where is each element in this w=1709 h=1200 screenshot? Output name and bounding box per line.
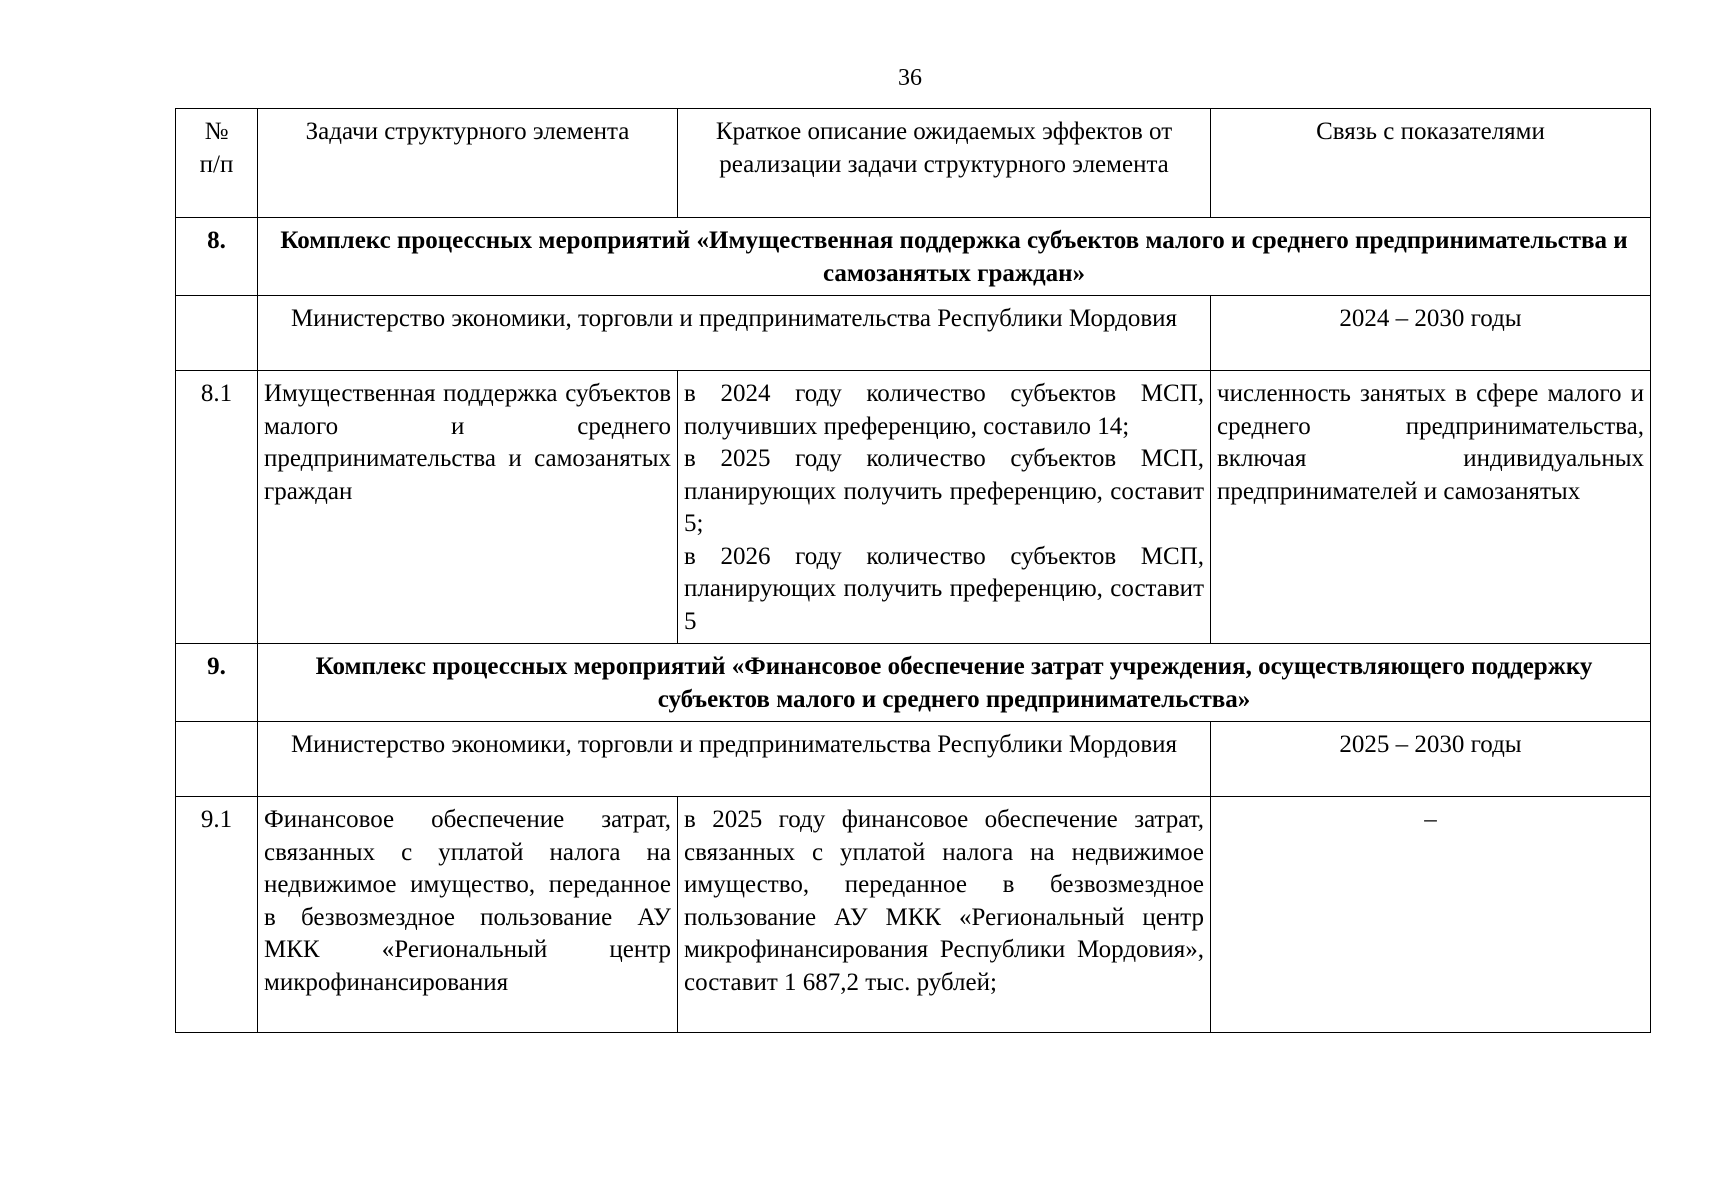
section-row (176, 218, 1651, 296)
effects-cell (678, 371, 1211, 644)
task-cell: Имущественная поддержка субъектов малого и среднего предпринимательства и самозанятых граждан (258, 371, 678, 644)
header-num: № п/п (176, 109, 258, 218)
indicator-cell: – (1211, 797, 1651, 1033)
table-row (176, 797, 1651, 1033)
effect-item: в 2024 году количество субъектов МСП, получивших преференцию, составило 14; (684, 380, 1204, 440)
responsible-org: Министерство экономики, торговли и предпринимательства Республики Мордовия (258, 296, 1211, 371)
table-header-row (176, 109, 1651, 218)
responsible-org: Министерство экономики, торговли и предпринимательства Республики Мордовия (258, 722, 1211, 797)
responsible-row (176, 296, 1651, 371)
period: 2024 – 2030 годы (1211, 296, 1651, 371)
header-effects: Краткое описание ожидаемых эффектов от реализации задачи структурного элемента (678, 109, 1211, 218)
section-title: Комплекс процессных мероприятий «Имущественная поддержка субъектов малого и среднего предпринимательства и самозанятых граждан» (258, 218, 1651, 296)
effect-item: в 2025 году количество субъектов МСП, планирующих получить преференцию, составит 5; (684, 445, 1204, 537)
section-row (176, 644, 1651, 722)
header-tasks: Задачи структурного элемента (258, 109, 678, 218)
effect-item: в 2025 году финансовое обеспечение затрат, связанных с уплатой налога на недвижимое имущество, переданное в безвозмездное пользование АУ МКК «Региональный центр микрофинансирования Республики Мордовия», составит 1 687,2 тыс. рублей; (684, 806, 1204, 996)
responsible-row (176, 722, 1651, 797)
table-row (176, 371, 1651, 644)
indicator-cell: численность занятых в сфере малого и среднего предпринимательства, включая индивидуальных предпринимателей и самозанятых (1211, 371, 1651, 644)
effects-cell (678, 797, 1211, 1033)
section-number: 9. (176, 644, 258, 722)
structural-elements-table (175, 108, 1651, 1033)
header-indicators: Связь с показателями (1211, 109, 1651, 218)
page-number: 36 (898, 65, 922, 91)
row-number: 9.1 (176, 797, 258, 1033)
empty-cell (176, 296, 258, 371)
task-cell: Финансовое обеспечение затрат, связанных с уплатой налога на недвижимое имущество, переданное в безвозмездное пользование АУ МКК «Региональный центр микрофинансирования (258, 797, 678, 1033)
empty-cell (176, 722, 258, 797)
effect-item: в 2026 году количество субъектов МСП, планирующих получить преференцию, составит 5 (684, 542, 1204, 635)
section-number: 8. (176, 218, 258, 296)
period: 2025 – 2030 годы (1211, 722, 1651, 797)
row-number: 8.1 (176, 371, 258, 644)
section-title: Комплекс процессных мероприятий «Финансовое обеспечение затрат учреждения, осуществляющего поддержку субъектов малого и среднего предпринимательства» (258, 644, 1651, 722)
